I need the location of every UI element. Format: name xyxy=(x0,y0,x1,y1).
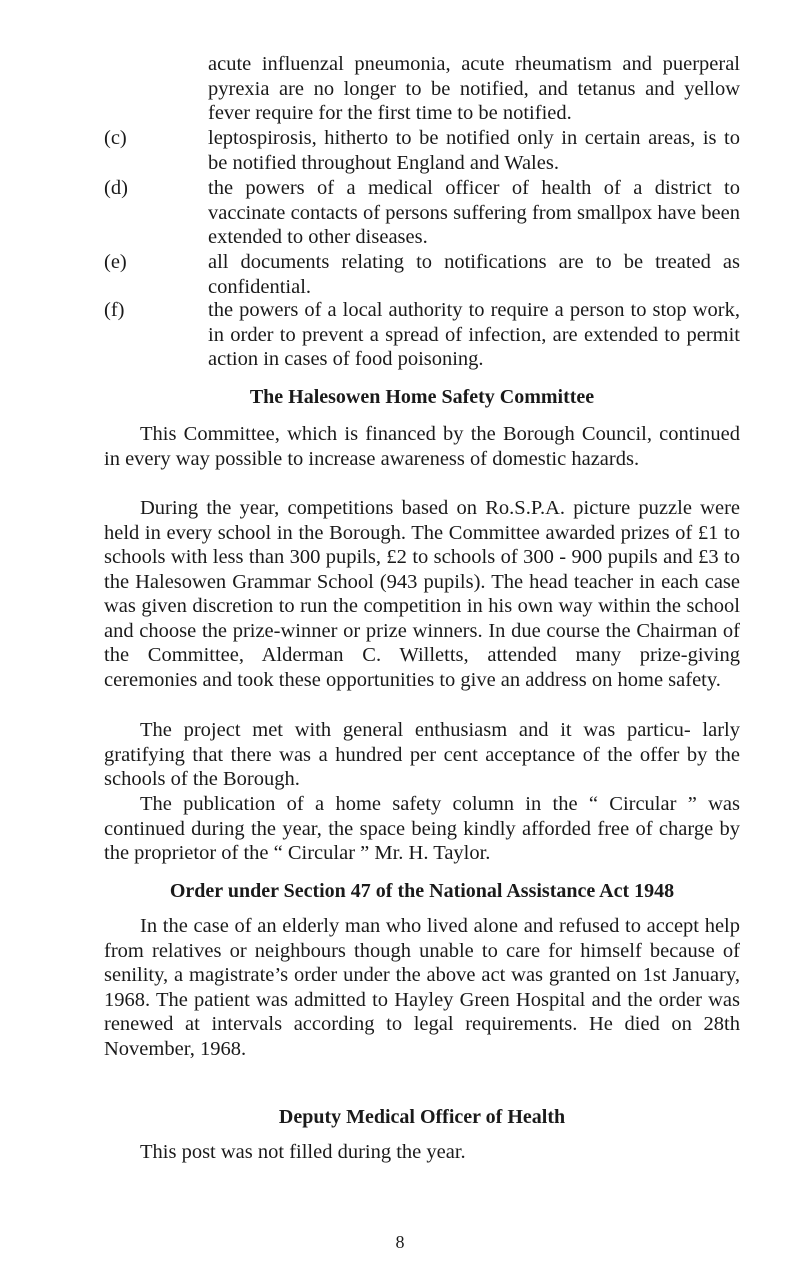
list-item-text: the powers of a medical officer of health of a district to vaccinate contacts of persons suffering from smallpox have been extended to other diseases. xyxy=(208,177,740,248)
list-item xyxy=(104,176,740,250)
intro-continuation: acute influenzal pneumonia, acute rheumatism and puerperal pyrexia are no longer to be notified, and tetanus and yellow fever require for the first time to be notified. xyxy=(208,53,740,124)
home-safety-paragraph-1: This Committee, which is financed by the Borough Council, continued in every way possible to increase awareness of domestic hazards. xyxy=(104,423,740,470)
list-item-label: (f) xyxy=(104,299,125,321)
list-item xyxy=(104,126,740,175)
list-item xyxy=(104,298,740,372)
section-heading-home-safety: The Halesowen Home Safety Committee xyxy=(249,386,595,408)
list-item-text: the powers of a local authority to require a person to stop work, in order to prevent a spread of infection, are extended to permit action in cases of food poisoning. xyxy=(208,299,740,370)
list-item-text: leptospirosis, hitherto to be notified only in certain areas, is to be notified throughout England and Wales. xyxy=(208,127,740,174)
list-item-text: all documents relating to notifications are to be treated as confidential. xyxy=(208,251,740,298)
deputy-moh-paragraph: This post was not filled during the year. xyxy=(140,1141,466,1163)
home-safety-paragraph-2: During the year, competitions based on Ro.S.P.A. picture puzzle were held in every school in the Borough. The Committee awarded prizes of £1 to schools with less than 300 pupils, £2 to schools of 300 - 900 pupils and £3 to the Halesowen Grammar School (943 pupils). The head teacher in each case was given discretion to run the competition in his own way within the school and choose the prize-winner or prize winners. In due course the Chairman of the Committee, Alderman C. Willetts, attended many prize-giving ceremonies and took these opportunities to give an address on home safety. xyxy=(104,497,740,691)
home-safety-paragraph-4: The publication of a home safety column in the “ Circular ” was continued during the year, the space being kindly afforded free of charge by the proprietor of the “ Circular ” Mr. H. Taylor. xyxy=(104,793,740,864)
list-item-label: (d) xyxy=(104,177,128,199)
home-safety-paragraph-3: The project met with general enthusiasm and it was particu- larly gratifying that there was a hundred per cent acceptance of the offer by the schools of the Borough. xyxy=(104,719,740,790)
page-number: 8 xyxy=(395,1232,405,1252)
national-assistance-paragraph: In the case of an elderly man who lived alone and refused to accept help from relatives or neighbours though unable to care for himself because of senility, a magistrate’s order under the above act was granted on 1st January, 1968. The patient was admitted to Hayley Green Hospital and the order was renewed at intervals according to legal requirements. He died on 28th November, 1968. xyxy=(104,915,740,1060)
list-item-label: (e) xyxy=(104,251,127,273)
list-item-label: (c) xyxy=(104,127,127,149)
section-heading-national-assistance: Order under Section 47 of the National Assistance Act 1948 xyxy=(169,880,675,902)
list-item xyxy=(104,250,740,299)
section-heading-deputy-moh: Deputy Medical Officer of Health xyxy=(278,1106,566,1128)
